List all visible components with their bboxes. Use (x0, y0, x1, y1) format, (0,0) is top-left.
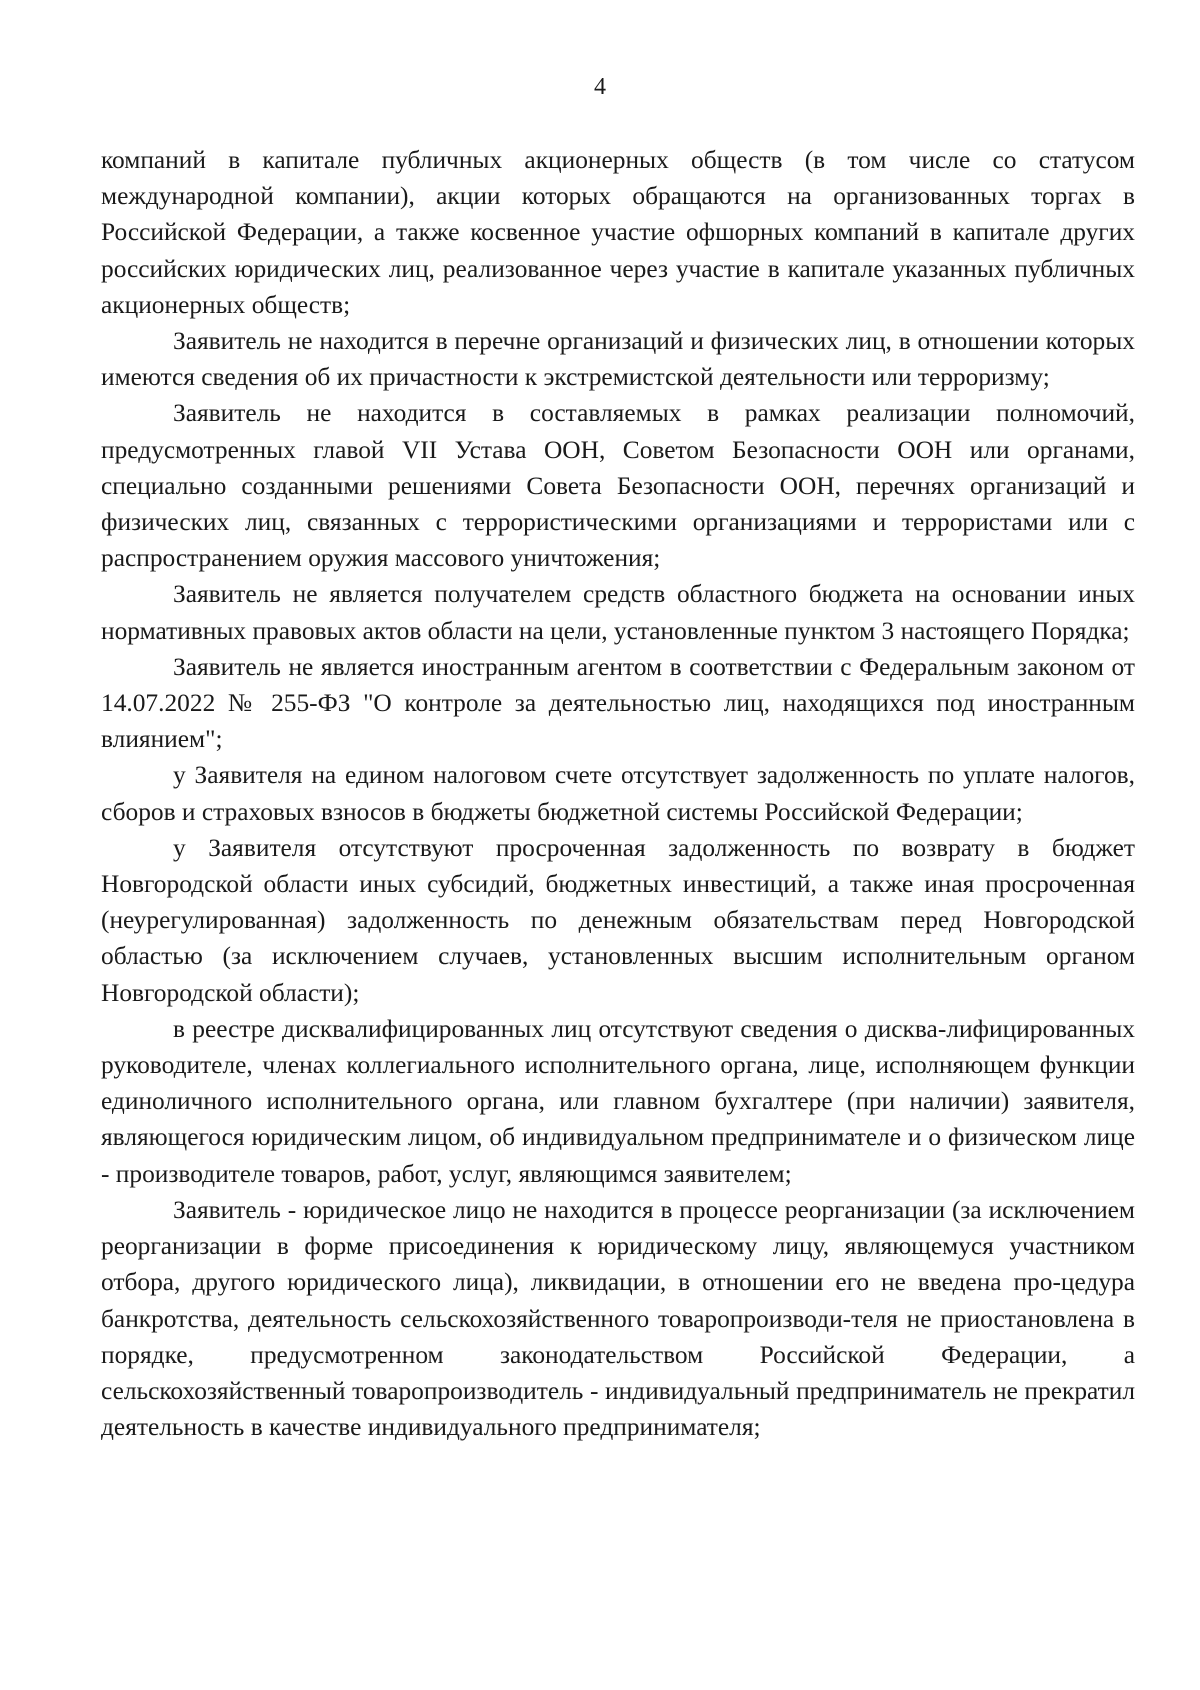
paragraph-budget-recipient: Заявитель не является получателем средств областного бюджета на основании иных нормативных правовых актов области на цели, установленные пунктом 3 настоящего Порядка; (101, 580, 1135, 645)
paragraph-overdue-debt: у Заявителя отсутствуют просроченная задолженность по возврату в бюджет Новгородской области иных субсидий, бюджетных инвестиций, а также иная просроченная (неурегулированная) задолженность по денежным обязательствам перед Новгородской областью (за исключением случаев, установленных высшим исполнительным органом Новгородской области); (101, 833, 1135, 1007)
paragraph-disqualified-registry: в реестре дисквалифицированных лиц отсутствуют сведения о дисква-лифицированных руководителе, членах коллегиального исполнительного органа, лице, исполняющем функции единоличного исполнительного органа, или главном бухгалтере (при наличии) заявителя, являющегося юридическим лицом, об индивидуальном предпринимателе и о физическом лице - производителе товаров, работ, услуг, являющимся заявителем; (101, 1014, 1135, 1188)
paragraph-un-sanctions-list: Заявитель не находится в составляемых в рамках реализации полномочий, предусмотренных главой VII Устава ООН, Советом Безопасности ООН или органами, специально созданными решениями Совета Безопасности ООН, перечнях организаций и физических лиц, связанных с террористическими организациями и террористами или с распространением оружия массового уничтожения; (101, 399, 1135, 573)
page-number: 4 (594, 74, 606, 100)
paragraph-tax-debt: у Заявителя на едином налоговом счете отсутствует задолженность по уплате налогов, сборов и страховых взносов в бюджеты бюджетной системы Российской Федерации; (101, 761, 1135, 826)
paragraph-extremism-list: Заявитель не находится в перечне организаций и физических лиц, в отношении которых имеются сведения об их причастности к экстремистской деятельности или терроризму; (101, 327, 1135, 392)
document-body (101, 142, 1135, 1445)
paragraph-continuation: компаний в капитале публичных акционерных обществ (в том числе со статусом международной компании), акции которых обращаются на организованных торгах в Российской Федерации, а также косвенное участие офшорных компаний в капитале других российских юридических лиц, реализованное через участие в капитале указанных публичных акционерных обществ; (101, 146, 1135, 319)
paragraph-foreign-agent: Заявитель не является иностранным агентом в соответствии с Федеральным законом от 14.07.2022 № 255-ФЗ "О контроле за деятельностью лиц, находящихся под иностранным влиянием"; (101, 652, 1135, 754)
paragraph-reorganization: Заявитель - юридическое лицо не находится в процессе реорганизации (за исключением реорганизации в форме присоединения к юридическому лицу, являющемуся участником отбора, другого юридического лица), ликвидации, в отношении его не введена про-цедура банкротства, деятельность сельскохозяйственного товаропроизводи-теля не приостановлена в порядке, предусмотренном законодательством Российской Федерации, а сельскохозяйственный товаропроизводитель - индивидуальный предприниматель не прекратил деятельность в качестве индивидуального предпринимателя; (101, 1195, 1135, 1442)
